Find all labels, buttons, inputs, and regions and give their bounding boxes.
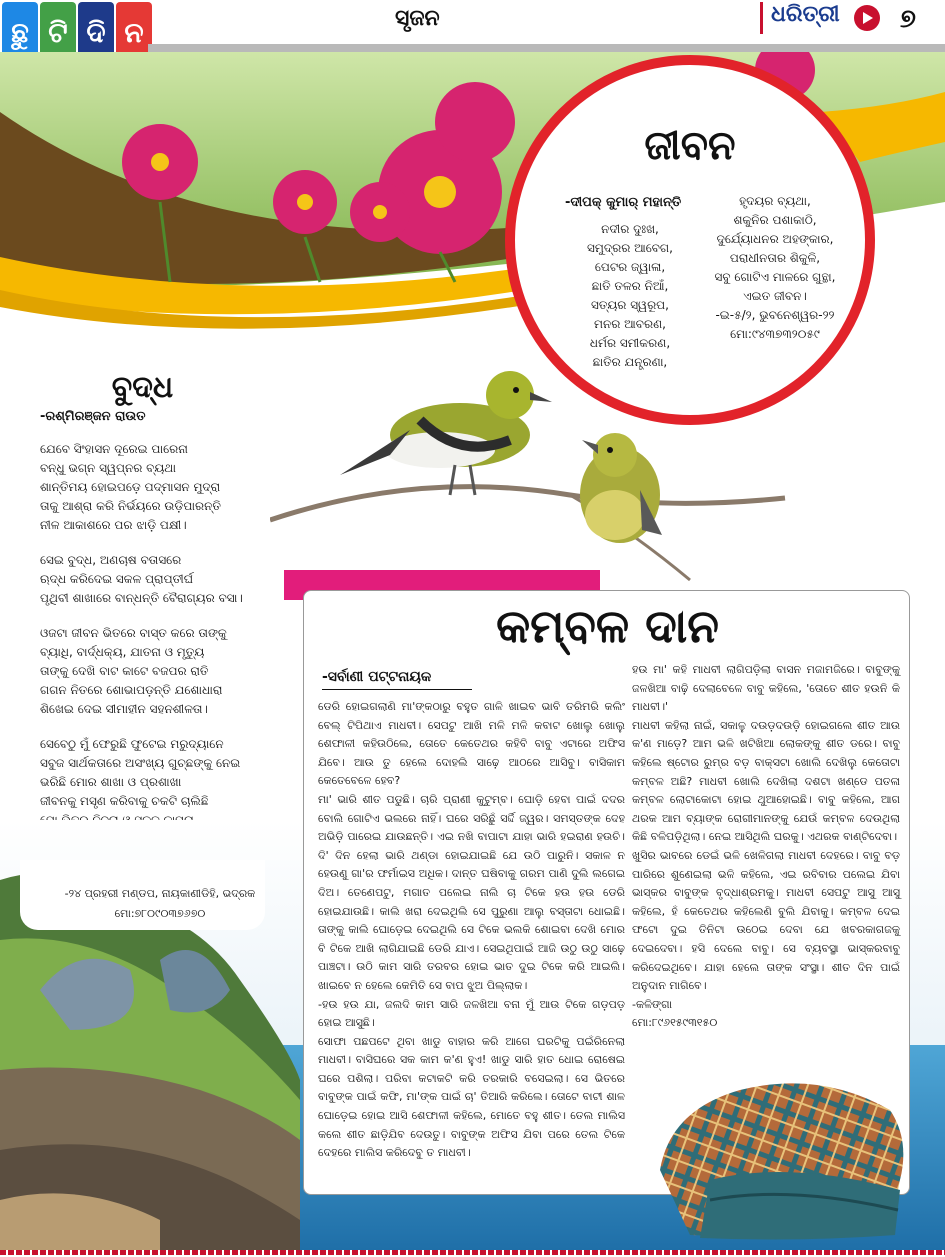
poem-line: ଜୀବନକୁ ମସୃଣ କରିବାକୁ ଚକଟି ଚାଲିଛି bbox=[40, 794, 209, 808]
poem-line: ସତ୍ୟର ସ୍ୱରୂପ, bbox=[591, 298, 669, 312]
poem-line: ପେଟର ଜ୍ୱାଳା, bbox=[594, 260, 666, 274]
story-signoff: -କଳିଙ୍ଗା bbox=[632, 997, 673, 1011]
story-paragraph: -ହଉ ହଉ ଯା, ଜଲଦି କାମ ସାରି ଜଳଖିଆ ବନା ମୁଁ ଆଉ ଟିକେ ଗଡ଼ପଡ଼ ହୋଇ ଆସୁଛି। bbox=[318, 997, 625, 1030]
poem-line: ଭରିଛି ମୋର ଶାଖା ଓ ପ୍ରଶାଖା bbox=[40, 775, 182, 789]
poem-line: ଶକୁନିର ପଶାକାଠି, bbox=[733, 213, 817, 227]
story-left-column bbox=[318, 698, 625, 1163]
story-phone: ମୋ:୮୯୬୧୫୯୩୧୫୦ bbox=[632, 1016, 718, 1030]
poem-address: -୨୪ ପ୍ରହରୀ ମଣ୍ଡପ, ନାୟକାଣୀଡିହି, ଭଦ୍ରକ bbox=[64, 887, 256, 900]
poem-line: ସେବେଠୁ ମୁଁ ଫେରୁଛି ଫୁଟେଇ ମରୁଦ୍ୟାନେ bbox=[40, 737, 224, 751]
poem-line: ମନର ଆବରଣ, bbox=[594, 317, 666, 331]
poem-line: ଧର୍ମର ସମୀକରଣ, bbox=[589, 336, 671, 350]
story-paragraph: ସୋଫା ପଛପଟେ ଥିବା ଖାଡୁ ବାହାର କରି ଆଗେ ଘରଟିକୁ ପଇଁରିନେଲା ମାଧବୀ। ବାସିଘରେ ସକ କାମ କ'ଣ ହୁଏ! ଖାଡୁ ସାରି ହାତ ଧୋଇ ରୋଷେଇ ଘରେ ପଶିଲା। ପରିବା କଟାକଟି କରି ତରକାରି ବସେଇଲା। ସେ ଭିତରେ ବାବୁଙ୍କ ପାଇଁ କଫି, ମା'ଙ୍କ ପାଇଁ ଚା' ତିଆରି କରିଲେ। ତୋଟେ ବାଟୀ ଶାଳ ଘୋଡ଼େଇ ହୋଇ ଆସି ଶେଫାଳୀ କହିଲେ, ମୋତେ ବହୁ ଶୀତ। ତେଲ ମାଲିସ କଲେ ଶୀତ ଛାଡ଼ିଯିବ ଦେଉତୁ। ବାବୁଙ୍କ ଅଫିସ ଯିବା ପରେ ତେଲ ଟିକେ ଦେହରେ ମାଲିସ କରିଦେବୁ ତ ମାଧବୀ। bbox=[318, 1034, 625, 1160]
poem-line: ଦୁର୍ଯ୍ୟୋଧନର ଅହଙ୍କାର, bbox=[716, 232, 834, 246]
story-paragraph: ମାଧବୀ କହିଲା ନାଇଁ, ସକାଳୁ ଦଉଡ଼ଦଉଡ଼ି ହୋଇଗଲେ ଶୀତ ଆଉ କ'ଣ ମାଡ଼େ? ଆମ ଭଳି ଖଟିଖିଆ ଲୋକଙ୍କୁ ଶୀତ ଡରେ। ବାବୁ କହିଲେ ଷ୍ଟୋର ରୁମ୍‌ର ବଡ଼ ବାକ୍ସଟା ଖୋଲି ଦେଖିଲୁ କେତୋଟା କମ୍ବଳ ଅଛି? ମାଧବୀ ଖୋଲି ଦେଖିଲା ଦଶଟା ଖଣ୍ଡେ ପତଳା କମ୍ବଳ ଲୋଟାକୋଟା ହୋଇ ଥୁଆହୋଇଛି। ବାବୁ କହିଲେ, ଆଗ ଥରକ ଆମ ବ୍ୟାଙ୍କ ରୋଗୀମାନଙ୍କୁ ଯେଉଁ କମ୍ବଳ ଦେଉଥିଲା କିଛି ବଳିପଡ଼ିଥିଲା। ନେଇ ଆସିଥିଲି ଘରକୁ। ଏଥରକ ବାଣ୍ଟିଦେବା। bbox=[632, 718, 900, 844]
poem-phone: ମୋ:୭୮୦୯୦୩୭୬୭୦ bbox=[114, 907, 206, 920]
poem-line: ନୀଳ ଆକାଶରେ ପର ଝାଡ଼ି ପକ୍ଷୀ। bbox=[40, 518, 187, 532]
poem-line: ସବୁଜ ସାର୍ଥକତାରେ ଅସଂଖ୍ୟ ଗୁଚ୍ଛଙ୍କୁ ନେଇ bbox=[40, 756, 241, 770]
poem-title: ଜୀବନ bbox=[644, 123, 736, 169]
poem-title: ବୁଦ୍ଧ bbox=[111, 370, 174, 405]
logo-letter: ଦି bbox=[78, 2, 114, 64]
poem-line: ସବୁ ଗୋଟିଏ ମାଳରେ ଗୁନ୍ଥା, bbox=[714, 270, 836, 284]
brand-name: ଧରିତ୍ରୀ bbox=[771, 2, 840, 27]
story-paragraph: ଡେରି ହୋଇଗଲାଣି ମା'ଙ୍କଠାରୁ ବହୁତ ଗାଳି ଖାଇବ ଭାବି ତରିମରି କଲିଂ ବେଲ୍ ଟିପିଥାଏ ମାଧବୀ। ସେପଟୁ ଆଖି ମଳି ମଳି କବାଟ ଖୋଲୁ ଖୋଲୁ ଶେଫାଳୀ କହିଉଠିଲେ, ତୋତେ କେତେଥର କହିବି ବାବୁ ଏଟାରେ ଅଫିସ ଯିବେ। ଆଉ ତୁ ହେଲେ ଦୋହଲି ସାଢ଼େ ଆଠରେ ଆସିବୁ। ବାସିକାମ କେତେବେଳେ ହେବ? bbox=[318, 700, 625, 788]
poem-line: ସମୁଦ୍ରର ଆବେଗ, bbox=[587, 241, 673, 255]
bird-right bbox=[580, 433, 662, 543]
poem-line: ତାକୁ ଆଶ୍ରା କରି ନିର୍ଭୟରେ ଉଡ଼ିପାରନ୍ତି bbox=[40, 499, 221, 513]
play-icon bbox=[854, 5, 880, 31]
poem-line: ଶିଖେଇ ଦେଇ ସୀମାହୀନ ସହନଶୀଳତା। bbox=[40, 702, 208, 716]
logo-letter: ଛୁ bbox=[2, 2, 38, 64]
blanket-image bbox=[650, 1060, 920, 1240]
poem-buddha bbox=[40, 370, 265, 868]
poem-phone: ମୋ:୯୪୩୭୩୨୦୫୯ bbox=[730, 327, 820, 341]
newspaper-brand bbox=[760, 2, 880, 34]
poem-footer bbox=[60, 884, 260, 924]
story-right-column bbox=[632, 661, 900, 1033]
poem-line: ବ୍ୟାଧି, ବାର୍ଦ୍ଧକ୍ୟ, ଯାତନା ଓ ମୃତ୍ୟୁ bbox=[40, 645, 205, 659]
page-header bbox=[0, 0, 945, 49]
logo-letter: ଟି bbox=[40, 2, 76, 64]
page-footer-rule bbox=[0, 1250, 945, 1255]
section-title: ସୃଜନ bbox=[395, 6, 440, 31]
bird-left bbox=[340, 371, 552, 495]
story-paragraph: ମା' ଭାରି ଶୀତ ପଡୁଛି। ଚାରି ପ୍ରାଣୀ କୁଟୁମ୍ବ। ଘୋଡ଼ି ହେବା ପାଇଁ ଦଦର ବୋଲି ଗୋଟିଏ ଭଲରେ ନାହିଁ। ଘରେ ସରିଛୁଁ ସର୍ଦ୍ଦି ଜ୍ୱର। ସମସ୍ତଙ୍କ ଦେହ ଅଭିଡ଼ି ପାରେଇ ଯାଉଛନ୍ତି। ଏଇ ନଖି ବାପାଟା ଯାହା ଭାରି ହଇରାଣ ହଉଚି। ଦି' ଦିନ ହେଲା ଭାରି ଥଣ୍ଡା ହୋଇଯାଇଛି ଯେ ଉଠି ପାରୁନି। ସକାଳ ନ ହେଉଣୁ ଗା'ର ଫର୍ମାଇସ ଅଧିକ। ଦାନ୍ତ ଘଷିବାକୁ ଗରମ ପାଣି ଦୁଲି ଲଗେଇ ଦିଅ। ତେଣେପଟୁ, ମଗାତ ପଲେଇ ନାଲି ଚା ଟିକେ ହଉ ହଉ ଡେରି ହୋଇଯାଉଛି। କାଲି ଖରା ଦେଇଥିଲି ସେ ପୁରୁଣା ଆଲୁ ବସ୍ତାଟା ଧୋଇଛି। ତାଙ୍କୁ କାଲି ଘୋଡ଼େଇ ଦେଇଥିଲି ସେ ଟିକେ ଭଲକି ଶୋଇବା ଦେଖି ମୋର ବି ଟିକେ ଆଖି ଲାଗିଯାଇଛି ଡେରି ଯାଏ। ସେଇଥିପାଇଁ ଆଜି ଉଠୁ ଉଠୁ ସାଢ଼େ ପାଞ୍ଚଟା। ଉଠି କାମ ସାରି ତରବର ହୋଇ ଭାତ ଦୁଇ ଟିକେ କରି ଆଇଲି। ଖାଇବେ ନ ହେଲେ କେମିତି ସେ ବାପ ଝୁଅ ପିଲ୍ଲାକ। bbox=[318, 792, 625, 992]
poem-right-column bbox=[700, 192, 850, 344]
poem-stanza bbox=[40, 551, 265, 608]
poem-line: ହୃଦୟର ବ୍ୟଥା, bbox=[739, 194, 811, 208]
logo-letter: ନ bbox=[116, 2, 152, 64]
story-author: -ସର୍ବାଣୀ ପଟ୍ଟନାୟକ bbox=[322, 669, 472, 690]
poem-line: ତାଙ୍କୁ ଦେଖି ବାଟ କାଟେ ବଜପର ରାତି bbox=[40, 664, 209, 678]
poem-line: ପୃଥିବୀ ଶାଖାରେ ବାନ୍ଧନ୍ତି ବୈରାଗ୍ୟର ବସା। bbox=[40, 591, 243, 605]
page-number: ୭ bbox=[900, 4, 916, 34]
poem-line: ନଦୀର ଦୁଃଖ, bbox=[601, 222, 659, 236]
poem-line: ଯେବେ ସିଂହାସନ ଦୂରେଇ ପାରେନା bbox=[40, 442, 188, 456]
birds-on-branch-image bbox=[270, 350, 790, 600]
poem-stanza bbox=[40, 624, 265, 719]
poem-line: ବନ୍ଧୁ ଭଗ୍ନ ସ୍ୱପ୍ନର ବ୍ୟଥା bbox=[40, 461, 176, 475]
poem-address: -ଇ-୫/୨, ଭୁବନେଶ୍ୱର-୨୨ bbox=[715, 308, 835, 322]
poem-line: ଶାନ୍ତିମୟ ହୋଇପଡ଼େ ପଦ୍ମାସନ ମୁଦ୍ରା bbox=[40, 480, 221, 494]
header-rule bbox=[148, 44, 945, 52]
poem-line: ଋଦ୍ଧ କରିଦେଇ ସକଳ ପ୍ରାପ୍ତୀର୍ଘ bbox=[40, 572, 194, 586]
poem-line: ଓଜଟା ଜୀବନ ଭିତରେ ବାସ୍ତ କରେ ତାଙ୍କୁ bbox=[40, 626, 227, 640]
poem-line: ଗଗନ ନିତରେ ଶୋଭାପଡ଼ନ୍ତି ଯଶୋଧାରା bbox=[40, 683, 223, 697]
poem-line: ଛାତିର ଯନ୍ତ୍ରଣା, bbox=[592, 355, 668, 369]
story-paragraph: ଖୁସିର ଭାବରେ ଡେଇଁ ଭଳି ଖେଳିଗଲା ମାଧବୀ ଦେହରେ। ବାବୁ ବଡ଼ ପାରିରେ ଶୁଣେଇଲା ଭଳି କହିଲେ, ଏଇ ରବିବାର ପଲେଇ ଯିବା ଭାସ୍କର ବାବୁଙ୍କ ବୃଦ୍ଧାଶ୍ରମକୁ। ମାଧବୀ ସେପଟୁ ଆସୁ ଆସୁ କହିଲେ, ହଁ କେତେଥର କହିଲେଣି ବୁଲି ଯିବାକୁ। କମ୍ବଳ ଦେଇ ଫଟୋ ଦୁଇ ତିନିଟା ଉଠେଇ ଦେବା ଯେ ଖବରକାଗଜକୁ ଦେଇଦେବା। ହସି ଦେଲେ ବାବୁ। ସେ ବ୍ୟବସ୍ଥା ଭାସ୍କରବାବୁ କରିଦେଇଥିବେ। ଯାହା ହେଲେ ତାଙ୍କ ସଂସ୍ଥା। ଶୀତ ଦିନ ପାଇଁ ଅନୁଦାନ ମାଗିବେ। bbox=[632, 848, 900, 993]
poem-line: ଏଇତ ଜୀବନ। bbox=[743, 289, 807, 303]
poem-line: ସେଇ ବୁଦ୍ଧ, ଅଣଚାଷ ବତାସରେ bbox=[40, 553, 182, 567]
story-title: କମ୍ବଳ ଦାନ bbox=[496, 599, 719, 653]
poem-line: ଛାତି ତଳର ନିଆଁ, bbox=[591, 279, 669, 293]
poem-author: -ଦୀପକ୍ କୁମାର୍ ମହାନ୍ତି bbox=[565, 195, 682, 210]
poem-author: -ରଶ୍ମିରଞ୍ଜନ ରାଉତ bbox=[40, 409, 146, 424]
story-paragraph: ହଉ ମା' କହି ମାଧବୀ ଲାଗିପଡ଼ିଲା ବାସନ ମଜାମଜିରେ। ବାବୁଙ୍କୁ ଜଳଖିଆ ବାଢ଼ି ଦେଲାବେଳେ ବାବୁ କହିଲେ, 'ତୋତେ ଶୀତ ହଉନି କି ମାଧବୀ।' bbox=[632, 663, 900, 714]
poem-line: ପରାଧୀନତାର ଶିକୁଳି, bbox=[729, 251, 821, 265]
poem-stanza bbox=[40, 440, 265, 535]
